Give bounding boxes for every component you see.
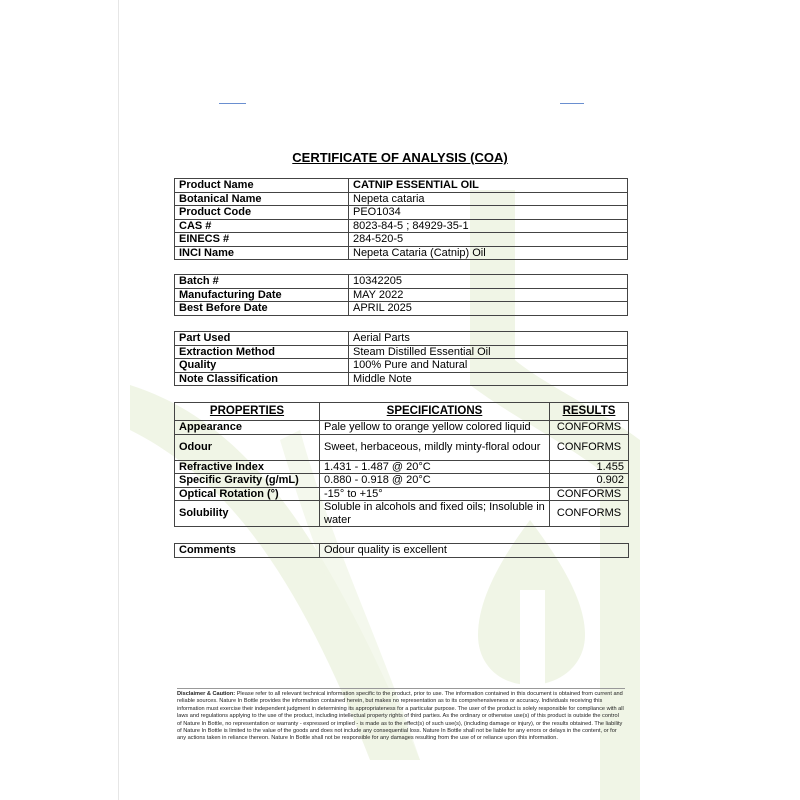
table-row <box>175 487 629 501</box>
table-row <box>175 302 628 316</box>
property-specification: Pale yellow to orange yellow colored liquid <box>320 421 550 435</box>
property-specification: 1.431 - 1.487 @ 20°C <box>320 460 550 474</box>
inci-name-value: Nepeta Cataria (Catnip) Oil <box>349 246 628 260</box>
batch-label: Batch # <box>175 275 349 289</box>
disclaimer-heading: Disclaimer & Caution: <box>177 691 236 697</box>
product-code-label: Product Code <box>175 206 349 220</box>
table-row <box>175 359 628 373</box>
table-row <box>175 206 628 220</box>
property-result: CONFORMS <box>550 434 629 460</box>
table-row <box>175 474 629 488</box>
best-before-label: Best Before Date <box>175 302 349 316</box>
product-info-table <box>174 178 628 260</box>
table-row <box>175 246 628 260</box>
header-link-line-left <box>219 103 246 104</box>
table-row <box>175 233 628 247</box>
best-before-value: APRIL 2025 <box>349 302 628 316</box>
table-row <box>175 345 628 359</box>
table-row <box>175 544 629 558</box>
einecs-label: EINECS # <box>175 233 349 247</box>
property-specification: 0.880 - 0.918 @ 20°C <box>320 474 550 488</box>
part-used-label: Part Used <box>175 332 349 346</box>
property-name: Appearance <box>175 421 320 435</box>
comments-value: Odour quality is excellent <box>320 544 629 558</box>
table-row <box>175 179 628 193</box>
table-row <box>175 434 629 460</box>
comments-label: Comments <box>175 544 320 558</box>
table-row <box>175 275 628 289</box>
property-specification: Soluble in alcohols and fixed oils; Insoluble in water <box>320 501 550 527</box>
property-name: Specific Gravity (g/mL) <box>175 474 320 488</box>
property-name: Solubility <box>175 501 320 527</box>
page-edge-line <box>118 0 119 800</box>
table-row <box>175 219 628 233</box>
table-row <box>175 288 628 302</box>
quality-label: Quality <box>175 359 349 373</box>
product-code-value: PEO1034 <box>349 206 628 220</box>
property-name: Odour <box>175 434 320 460</box>
property-result: CONFORMS <box>550 487 629 501</box>
note-classification-label: Note Classification <box>175 372 349 386</box>
table-row <box>175 192 628 206</box>
disclaimer-text: Please refer to all relevant technical information specific to the product, prior to use. The information contained in this document is obtained from current and reliable sources. Nature In Bottle provides the information contained herein, but makes no representation as to its comprehensiveness or accuracy. Individuals receiving this information must exercise their independent judgment in determining its appropriateness for a particular purpose. The user of the product is solely responsible for compliance with all laws and regulations applying to the use of the product, including intellectual property rights of third parties. As the ordinary or otherwise use(s) of this product is outside the control of Nature In Bottle, no representation or warranty - expressed or implied - is made as to the effect(s) of such use(s), (including damage or injury), or the results obtained. The liability of Nature In Bottle is limited to the value of the goods and does not include any consequential loss. Nature In Bottle shall not be liable for any errors or delays in the content, or for any actions taken in reliance thereon. Nature In Bottle shall not be responsible for any damages resulting from the use of or reliance upon this information. <box>177 691 624 742</box>
properties-table <box>174 402 629 527</box>
property-result: 1.455 <box>550 460 629 474</box>
product-name-value: CATNIP ESSENTIAL OIL <box>349 179 628 193</box>
botanical-name-label: Botanical Name <box>175 192 349 206</box>
header-link-line-right <box>560 103 584 104</box>
quality-value: 100% Pure and Natural <box>349 359 628 373</box>
property-specification: Sweet, herbaceous, mildly minty-floral odour <box>320 434 550 460</box>
extraction-method-label: Extraction Method <box>175 345 349 359</box>
property-specification: -15° to +15° <box>320 487 550 501</box>
table-row <box>175 501 629 527</box>
extraction-method-value: Steam Distilled Essential Oil <box>349 345 628 359</box>
product-details-table <box>174 331 628 386</box>
property-result: 0.902 <box>550 474 629 488</box>
table-row <box>175 460 629 474</box>
specifications-header: SPECIFICATIONS <box>320 403 550 421</box>
note-classification-value: Middle Note <box>349 372 628 386</box>
comments-table <box>174 543 629 558</box>
disclaimer <box>177 688 625 743</box>
property-result: CONFORMS <box>550 501 629 527</box>
manufacturing-date-value: MAY 2022 <box>349 288 628 302</box>
property-result: CONFORMS <box>550 421 629 435</box>
results-header: RESULTS <box>550 403 629 421</box>
property-name: Refractive Index <box>175 460 320 474</box>
product-name-label: Product Name <box>175 179 349 193</box>
table-row <box>175 421 629 435</box>
batch-info-table <box>174 274 628 316</box>
cas-value: 8023-84-5 ; 84929-35-1 <box>349 219 628 233</box>
page-title: CERTIFICATE OF ANALYSIS (COA) <box>292 150 508 165</box>
batch-value: 10342205 <box>349 275 628 289</box>
table-row <box>175 332 628 346</box>
table-row <box>175 372 628 386</box>
cas-label: CAS # <box>175 219 349 233</box>
property-name: Optical Rotation (°) <box>175 487 320 501</box>
botanical-name-value: Nepeta cataria <box>349 192 628 206</box>
inci-name-label: INCI Name <box>175 246 349 260</box>
manufacturing-date-label: Manufacturing Date <box>175 288 349 302</box>
table-header-row <box>175 403 629 421</box>
einecs-value: 284-520-5 <box>349 233 628 247</box>
properties-header: PROPERTIES <box>175 403 320 421</box>
part-used-value: Aerial Parts <box>349 332 628 346</box>
